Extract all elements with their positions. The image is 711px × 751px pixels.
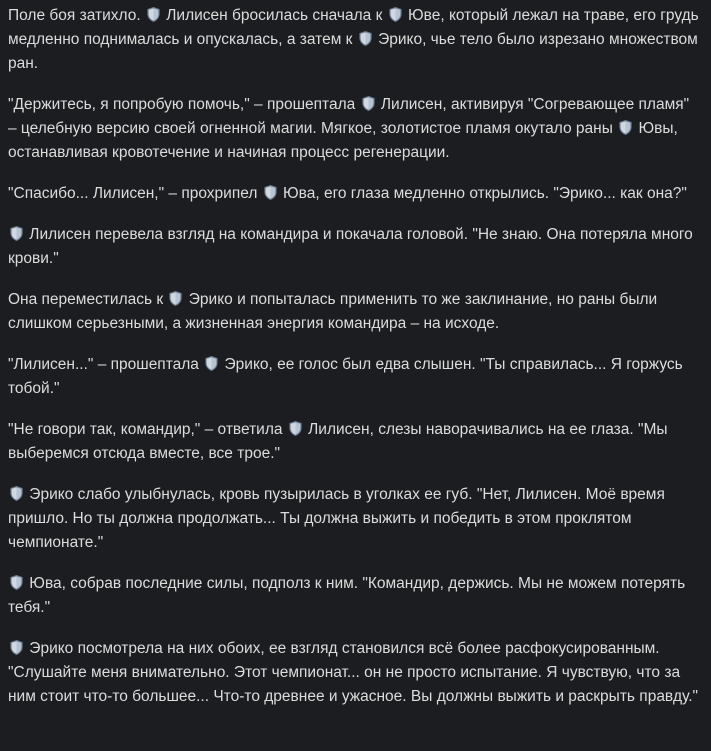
paragraph-text: Юве, который лежал на траве, его грудь медленно поднималась и опускалась, а затем к [8, 7, 699, 48]
shield-icon [204, 355, 219, 372]
paragraph-text: Поле боя затихло. [8, 7, 145, 24]
paragraph-text: Юва, его глаза медленно открылись. "Эрико... как она?" [278, 185, 687, 202]
paragraph-text: Ювы, останавливая кровотечение и начиная процесс регенерации. [8, 120, 678, 161]
story-paragraph [8, 353, 701, 401]
paragraph-text: Она переместилась к [8, 291, 168, 308]
story-paragraph [8, 93, 701, 165]
shield-icon [618, 119, 633, 136]
paragraph-text: Эрико слабо улыбнулась, кровь пузырилась в уголках ее губ. "Нет, Лилисен. Моё время пришло. Но ты должна продолжать... Ты должна выжить и победить в этом проклятом чемпионате." [8, 486, 665, 551]
shield-icon [288, 420, 303, 437]
shield-icon [146, 6, 161, 23]
shield-icon [361, 95, 376, 112]
story-paragraph [8, 223, 701, 271]
paragraph-text: Лилисен перевела взгляд на командира и покачала головой. "Не знаю. Она потеряла много крови." [8, 226, 693, 267]
shield-icon [9, 225, 24, 242]
paragraph-text: Юва, собрав последние силы, подполз к ним. "Командир, держись. Мы не можем потерять тебя." [8, 575, 686, 616]
story-paragraph [8, 637, 701, 709]
shield-icon [9, 639, 24, 656]
shield-icon [9, 485, 24, 502]
paragraph-text: Эрико, ее голос был едва слышен. "Ты справилась... Я горжусь тобой." [8, 356, 683, 397]
paragraph-text: "Спасибо... Лилисен," – прохрипел [8, 185, 262, 202]
paragraph-text: "Держитесь, я попробую помочь," – прошептала [8, 96, 360, 113]
story-paragraph [8, 483, 701, 555]
story-paragraph [8, 418, 701, 466]
shield-icon [358, 30, 373, 47]
paragraph-text: Эрико посмотрела на них обоих, ее взгляд становился всё более расфокусированным. "Слушайте меня внимательно. Этот чемпионат... он не просто испытание. Я чувствую, что за ним стоит что-то большее... Что-то древнее и ужасное. Вы должны выжить и раскрыть правду." [8, 640, 699, 705]
story-paragraph [8, 572, 701, 620]
story-paragraph [8, 4, 701, 76]
story-paragraph [8, 182, 701, 206]
shield-icon [9, 574, 24, 591]
shield-icon [168, 290, 183, 307]
story-paragraph [8, 288, 701, 336]
shield-icon [388, 6, 403, 23]
paragraph-text: Эрико и попыталась применить то же заклинание, но раны были слишком серьезными, а жизненная энергия командира – на исходе. [8, 291, 658, 332]
paragraph-text: "Лилисен..." – прошептала [8, 356, 204, 373]
shield-icon [263, 184, 278, 201]
paragraph-text: Лилисен, активируя "Согревающее пламя" – целебную версию своей огненной магии. Мягкое, золотистое пламя окутало раны [8, 96, 690, 137]
paragraph-text: Лилисен, слезы наворачивались на ее глаза. "Мы выберемся отсюда вместе, все трое." [8, 421, 668, 462]
paragraph-text: Эрико, чье тело было изрезано множеством ран. [8, 31, 698, 72]
paragraph-text: Лилисен бросилась сначала к [161, 7, 387, 24]
paragraph-text: "Не говори так, командир," – ответила [8, 421, 287, 438]
